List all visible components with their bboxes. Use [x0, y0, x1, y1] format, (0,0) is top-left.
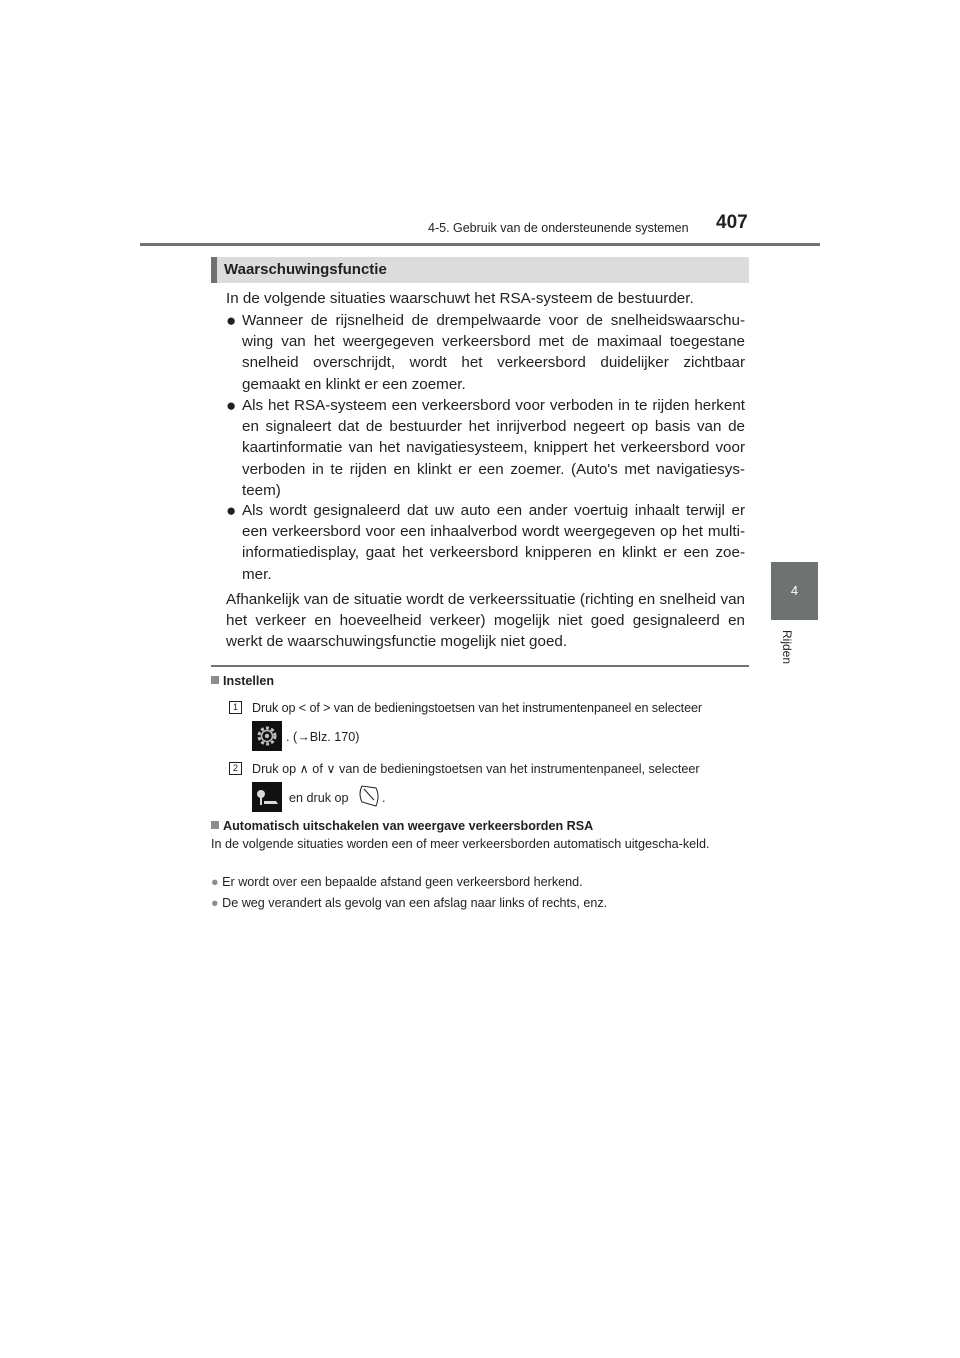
auto-off-bullet — [211, 895, 746, 911]
intro-paragraph: In de volgende situaties waarschuwt het RSA-systeem de bestuurder. — [226, 290, 694, 307]
section-title: Waarschuwingsfunctie — [224, 261, 387, 278]
bullet-dot-icon: ● — [226, 501, 237, 520]
chapter-label-container — [780, 630, 810, 680]
settings-title: Instellen — [223, 674, 275, 688]
bullet-dot-icon: ● — [226, 311, 237, 330]
chapter-tab: 4 — [771, 562, 818, 620]
ok-button-icon — [356, 782, 382, 808]
settings-gear-icon — [252, 721, 282, 751]
square-bullet-icon — [211, 821, 219, 829]
bullet-dot-icon: ● — [211, 875, 219, 889]
outro-paragraph: Afhankelijk van de situatie wordt de verkeerssituatie (richting en snelheid van het verkeer en hoeveelheid verkeer) mogelijk niet goed gesignaleerd en werkt de waarschuwingsfunctie mogelijk niet goed. — [226, 591, 745, 651]
section-heading-marker — [211, 257, 217, 283]
step-2-text: Druk op ∧ of ∨ van de bedieningstoetsen van het instrumentenpaneel, selecteer — [252, 762, 700, 776]
page-number: 407 — [716, 212, 748, 233]
step-1-text: Druk op < of > van de bedieningstoetsen van het instrumentenpaneel en selecteer — [252, 701, 702, 715]
step-2-middle-text: en druk op — [289, 791, 349, 805]
section-heading-bar — [211, 257, 749, 283]
bullet-text: Wanneer de rijsnelheid de drempelwaarde voor de snelheidswaarschu-wing van het weergegeven verkeersbord met de maximaal toegestane snelheid overschrijdt, wordt het verkeersbord duidelijker zichtbaar gemaakt en klinkt er een zoemer. — [242, 312, 745, 393]
auto-off-heading — [211, 819, 593, 833]
header-section-title: 4-5. Gebruik van de ondersteunende systemen — [428, 221, 689, 235]
bullet-text: Als wordt gesignaleerd dat uw auto een ander voertuig inhaalt terwijl er een verkeersbord voor een inhaalverbod wordt weergegeven op het multi-informatiedisplay, gaat het verkeersbord knipperen en klinkt er een zoe-mer. — [242, 502, 745, 583]
chapter-label: Rijden — [780, 630, 794, 665]
step-2-end: . — [382, 791, 386, 805]
step-number-1: 1 — [229, 701, 242, 714]
section-divider — [211, 665, 749, 667]
auto-off-title: Automatisch uitschakelen van weergave verkeersborden RSA — [223, 819, 594, 833]
road-sign-assist-icon — [252, 782, 282, 812]
step-number-2: 2 — [229, 762, 242, 775]
square-bullet-icon — [211, 676, 219, 684]
bullet-text: Als het RSA-systeem een verkeersbord voor verboden in te rijden herkent en signaleert dat de bestuurder het inrijverbod negeert op basis van de kaartinformatie van het navigatiesysteem, knippert het verkeersbord voor verboden in te rijden en klinkt er een zoemer. (Auto's met navigatiesys-teem) — [242, 397, 745, 499]
auto-off-bullet — [211, 874, 746, 890]
bullet-dot-icon: ● — [211, 896, 219, 910]
auto-off-bullet-text: Er wordt over een bepaalde afstand geen verkeersbord herkend. — [222, 875, 583, 889]
settings-heading — [211, 674, 274, 688]
header-rule — [140, 243, 820, 246]
bullet-dot-icon: ● — [226, 396, 237, 415]
auto-off-bullet-text: De weg verandert als gevolg van een afslag naar links of rechts, enz. — [222, 896, 608, 910]
step-1-reference: . (→Blz. 170) — [286, 730, 360, 744]
auto-off-intro: In de volgende situaties worden een of meer verkeersborden automatisch uitgescha-keld. — [211, 837, 710, 851]
